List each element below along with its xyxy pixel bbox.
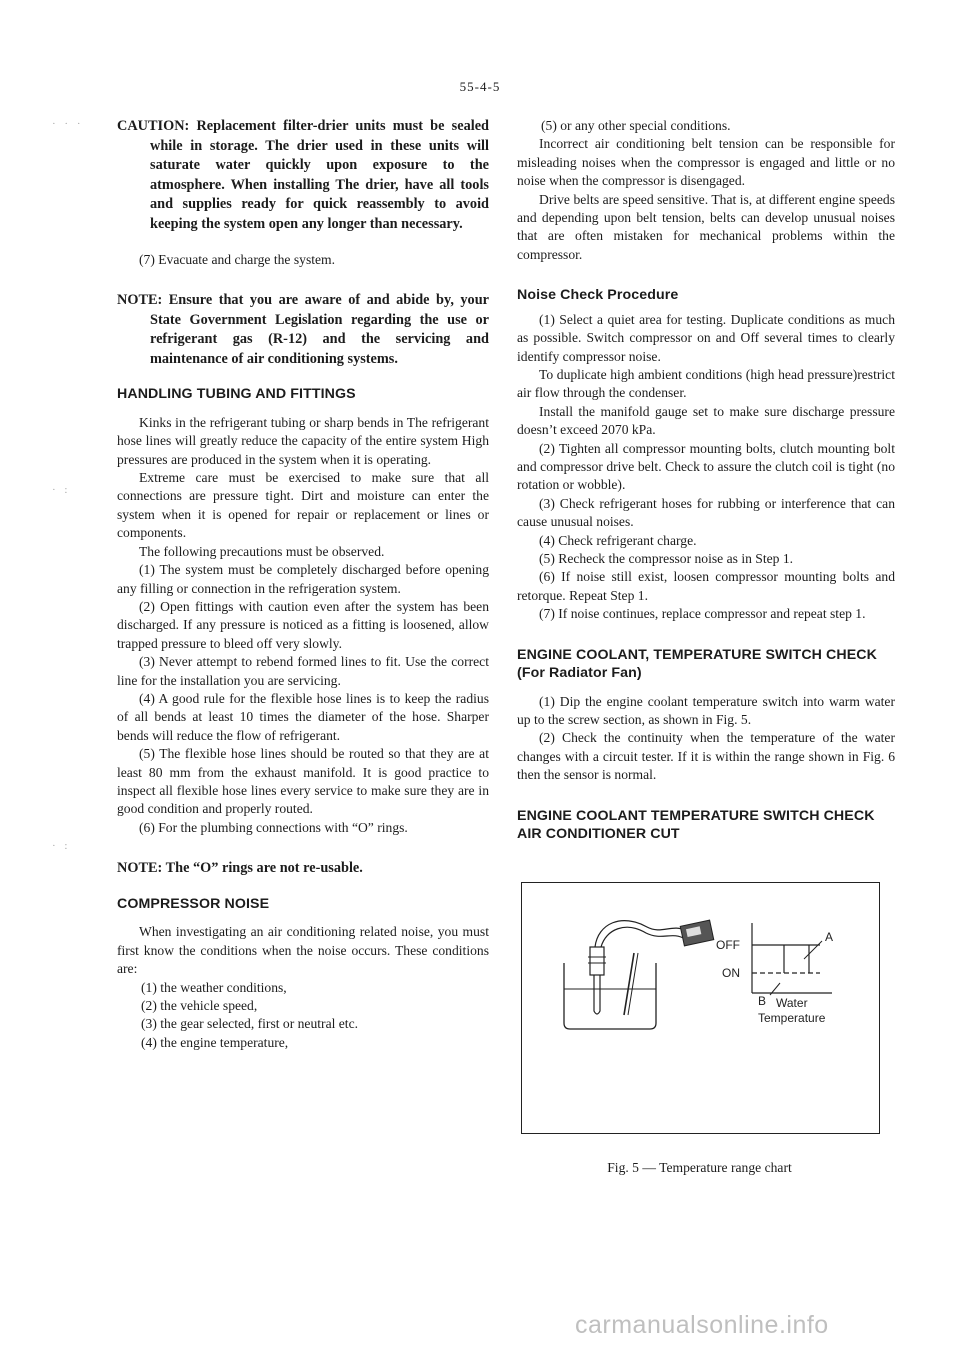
condition-item: (5) or any other special conditions.: [541, 118, 731, 133]
noise-paragraph: (6) If noise still exist, loosen compressor mounting bolts and retorque. Repeat Step 1.: [517, 569, 895, 603]
condition-item: (2) the vehicle speed,: [141, 997, 258, 1013]
handling-paragraph: Extreme care must be exercised to make sure that all connections are pressure tight. Dirt and moisture can enter the system when it is opened for repair or replacement or lines or components.: [117, 470, 489, 541]
caution-note: CAUTION: Replacement filter-drier units must be sealed while in storage. The drier used in these units will saturate water quickly upon exposure to the atmosphere. When installing The drier, have all tools and supplies ready for quick reassembly to avoid keeping the system open any longer than necessary.: [117, 118, 489, 232]
noise-paragraph: (7) If noise continues, replace compressor and repeat step 1.: [539, 606, 866, 622]
figure-caption: Fig. 5 — Temperature range chart: [607, 1159, 792, 1175]
watermark: carmanualsonline.info: [575, 1311, 829, 1339]
aircon-cut-heading: ENGINE COOLANT TEMPERATURE SWITCH CHECK AIR CONDITIONER CUT: [517, 807, 875, 843]
handling-paragraph: (6) For the plumbing connections with “O” rings.: [139, 819, 408, 835]
sensor-tip: [594, 975, 600, 1014]
noise-check-heading: Noise Check Procedure: [517, 287, 679, 304]
o-ring-note: NOTE: The “O” rings are not re-usable.: [117, 860, 363, 877]
noise-paragraph: Install the manifold gauge set to make sure discharge pressure doesn’t exceed 2070 kPa.: [517, 403, 895, 438]
page-number: 55-4-5: [459, 79, 501, 94]
label-on: ON: [722, 965, 740, 980]
noise-paragraph: (4) Check refrigerant charge.: [539, 532, 697, 548]
coolant-paragraph: (2) Check the continuity when the temperature of the water changes with a circuit tester. If it is within the range shown in Fig. 6 then the sensor is normal.: [517, 730, 895, 783]
label-water: Water: [776, 995, 808, 1010]
step-7: (7) Evacuate and charge the system.: [139, 251, 336, 267]
coolant-paragraph: (1) Dip the engine coolant temperature switch into warm water up to the screw section, as shown in Fig. 5.: [517, 693, 895, 728]
handling-paragraph: (4) A good rule for the flexible hose lines is to keep the radius of all bends at least 10 times the diameter of the hose. Sharper bends will reduce the flow of refrigerant.: [117, 690, 489, 743]
compressor-noise-heading: COMPRESSOR NOISE: [117, 895, 270, 912]
handling-paragraph: (2) Open fittings with caution even after the system has been discharged. If any pressure is noticed as a fitting is loosened, allow trapped pressure to bleed off very slowly.: [117, 598, 489, 651]
tester-wire: [601, 927, 685, 947]
handling-paragraph: Kinks in the refrigerant tubing or sharp bends in The refrigerant hose lines will greatly reduce the capacity of the entire system High pressures are produced in the system when it is operating.: [117, 414, 489, 467]
compressor-intro: When investigating an air conditioning related noise, you must first know the conditions when the noise occurs. These conditions are:: [117, 924, 489, 977]
noise-paragraph: (2) Tighten all compressor mounting bolts, clutch mounting bolt and compressor drive belt. Check to assure the clutch coil is tight (no rotation or wobble).: [517, 440, 895, 493]
temperature-range-chart: [522, 883, 879, 1133]
right-column: [517, 117, 895, 1176]
scan-specks: · :: [52, 484, 71, 496]
handling-paragraph: (3) Never attempt to rebend formed lines to fit. Use the correct line for the installation you are servicing.: [117, 654, 489, 688]
noise-paragraph: (5) Recheck the compressor noise as in Step 1.: [539, 551, 794, 567]
handling-heading: HANDLING TUBING AND FITTINGS: [117, 386, 356, 403]
handling-paragraph: (1) The system must be completely discharged before opening any filling or connection in the refrigeration system.: [117, 562, 489, 596]
noise-paragraph: To duplicate high ambient conditions (high head pressure)restrict air flow through the condenser.: [517, 366, 895, 401]
condition-item: (4) the engine temperature,: [141, 1034, 289, 1050]
label-temperature: Temperature: [758, 1010, 826, 1025]
scan-specks: · :: [52, 840, 71, 852]
water-container: [564, 963, 656, 1029]
handling-paragraph: The following precautions must be observed.: [139, 543, 385, 559]
left-column: [117, 117, 489, 1052]
belt-paragraph: Incorrect air conditioning belt tension can be responsible for misleading noises when the compressor is engaged and little or no noise when the compressor is disengaged.: [517, 136, 895, 189]
temperature-figure: [521, 882, 880, 1134]
handling-paragraph: (5) The flexible hose lines should be routed so that they are at least 80 mm from the exhaust manifold. It is good practice to inspect all flexible hose lines every service to make sure they are in good condition and properly routed.: [117, 746, 489, 817]
noise-paragraph: (1) Select a quiet area for testing. Duplicate conditions as much as possible. Switch compressor on and Off several times to clearly identify compressor noise.: [517, 311, 895, 364]
legislation-note: NOTE: Ensure that you are aware of and abide by, your State Government Legislation regarding the use or refrigerant gas (R-12) and the servicing and maintenance of air conditioning systems.: [117, 291, 489, 367]
label-a: A: [825, 929, 834, 944]
condition-item: (3) the gear selected, first or neutral etc.: [141, 1016, 359, 1032]
coolant-switch-heading: ENGINE COOLANT, TEMPERATURE SWITCH CHECK (For Radiator Fan): [517, 646, 878, 682]
label-off: OFF: [716, 937, 740, 952]
label-b: B: [758, 993, 767, 1008]
arrow-a: [804, 941, 822, 959]
sensor-body: [590, 947, 604, 975]
noise-paragraph: (3) Check refrigerant hoses for rubbing or interference that can cause unusual noises.: [517, 495, 895, 530]
belt-paragraph: Drive belts are speed sensitive. That is, at different engine speeds and depending upon belt tension, belts can develop unusual noises that are often mistaken for mechanical problems within the compressor.: [517, 191, 895, 262]
condition-item: (1) the weather conditions,: [141, 979, 287, 995]
scan-specks: · · ·: [52, 118, 84, 130]
